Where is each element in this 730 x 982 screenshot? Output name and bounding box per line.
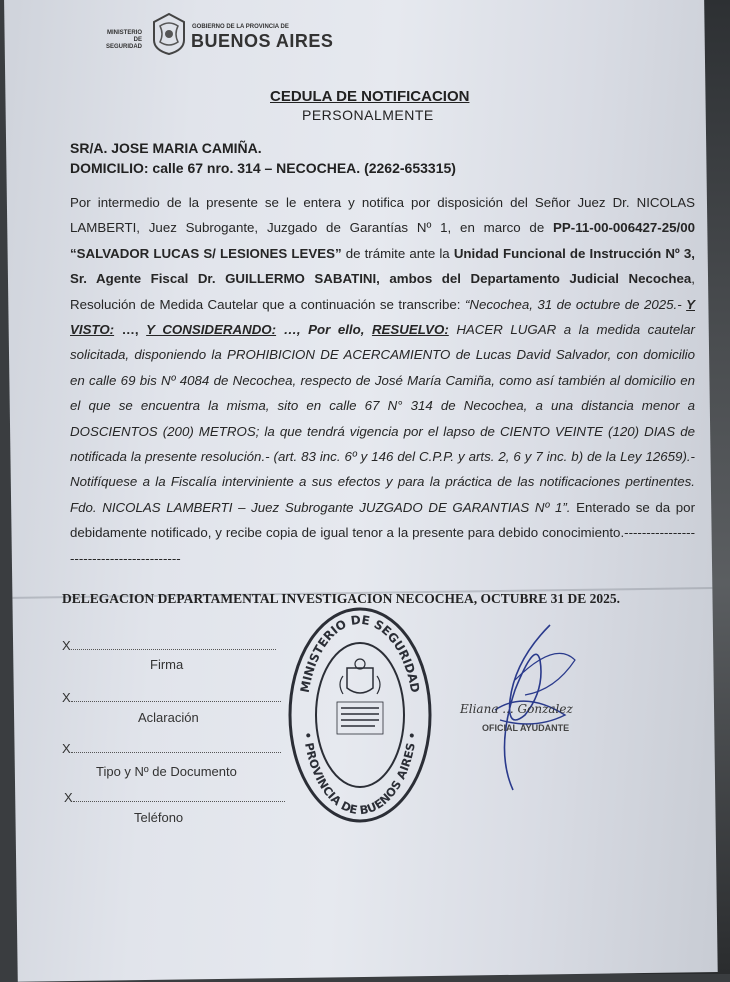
signature-field-aclaracion — [62, 690, 281, 705]
label-aclaracion: Aclaración — [138, 710, 199, 725]
field-prefix: X — [62, 690, 71, 705]
signature-field-telefono — [64, 790, 285, 805]
field-prefix: X — [64, 790, 73, 805]
body-closing: Enterado se da por debidamente notificado, y recibe copia de igual tenor a la presente para debido conocimiento.----------------------------------------- — [70, 499, 695, 566]
visto-label: Y VISTO: — [70, 296, 695, 338]
government-label: GOBIERNO DE LA PROVINCIA DE — [192, 24, 289, 30]
officer-role: OFICIAL AYUDANTE — [482, 723, 570, 733]
prosecution-unit: Unidad Funcional de Instrucción Nº 3, Sr. Agente Fiscal Dr. GUILLERMO SABATINI, ambos del Departamento Judicial Necochea — [70, 245, 695, 287]
dotted-line — [73, 791, 285, 802]
officer-signature-name: Eliana ... Gonzalez — [460, 702, 573, 716]
field-prefix: X — [62, 741, 71, 756]
considerando-label: Y CONSIDERANDO: — [146, 322, 277, 338]
signature-field-firma — [62, 638, 276, 653]
ellipsis-1: …, — [114, 322, 147, 338]
body-intro: Por intermedio de la presente se le entera y notifica por disposición del Señor Juez Dr. NICOLAS LAMBERTI, Juez Subrogante, Juzgado de Garantías Nº 1, en marco de — [70, 195, 695, 236]
signature-field-documento — [62, 741, 281, 756]
coat-of-arms-icon — [340, 659, 380, 694]
recipient-domicile: DOMICILIO: calle 67 nro. 314 – NECOCHEA. (2262-653315) — [70, 160, 456, 176]
resolution-text: HACER LUGAR a la medida cautelar solicitada, disponiendo la PROHIBICION DE ACERCAMIENTO de Lucas David Salvador, con domicilio en calle 69 bis Nº 4084 de Necochea, respecto de José María Camiña, como así también al domicilio en el que se encuentra la misma, sito en calle 67 N° 314 de Necochea, a una distancia menor a DOSCIENTOS (200) METROS; la que tendrá vigencia por el lapso de CIENTO VEINTE (120) DIAS de notificada la presente resolución.- (art. 83 inc. 6º y 146 del C.P.P. y arts. 2, 6 y 7 inc. b) de la Ley 12659).-Notifíquese a la Fiscalía interviniente a sus efectos y para la práctica de las notificaciones pertinentes. Fdo. NICOLAS LAMBERTI – Juez Subrogante JUZGADO DE GARANTIAS Nº 1”. — [70, 322, 695, 515]
svg-text:MINISTERIO DE SEGURIDAD — [298, 613, 423, 694]
notification-body — [70, 190, 695, 571]
official-seal-icon — [287, 606, 433, 824]
province-label: BUENOS AIRES — [191, 31, 334, 51]
dotted-line — [71, 742, 281, 753]
seal-top-text: MINISTERIO DE SEGURIDAD — [297, 612, 423, 694]
svg-text:• PROVINCIA DE BUENOS AIRES • — [301, 731, 420, 817]
label-firma: Firma — [150, 657, 184, 672]
body-text-3: , Resolución de Medida Cautelar que a continuación se transcribe: — [70, 271, 695, 312]
ellipsis-2: …, Por ello, — [276, 322, 372, 338]
delegation-line: DELEGACION DEPARTAMENTAL INVESTIGACION NECOCHEA, OCTUBRE 31 DE 2025. — [62, 591, 620, 606]
ministry-name: MINISTERIO DE SEGURIDAD — [105, 30, 142, 50]
ministry-logo-text — [100, 30, 142, 51]
dotted-line — [71, 639, 276, 650]
case-number: PP-11-00-006427-25/00 “SALVADOR LUCAS S/ LESIONES LEVES” — [70, 220, 695, 261]
label-telefono: Teléfono — [134, 810, 184, 825]
dotted-line — [71, 691, 281, 702]
body-text-2: de trámite ante la — [341, 245, 454, 261]
resuelvo-label: RESUELVO: — [371, 322, 449, 338]
recipient-name: SR/A. JOSE MARIA CAMIÑA. — [70, 140, 262, 156]
label-documento: Tipo y Nº de Documento — [96, 764, 237, 779]
seal-bottom-text: • PROVINCIA DE BUENOS AIRES • — [300, 731, 420, 818]
document-subtitle: PERSONALMENTE — [302, 107, 434, 123]
document-title: CEDULA DE NOTIFICACION — [270, 88, 470, 105]
quote-date: “Necochea, 31 de octubre de 2025.- — [464, 296, 682, 312]
field-prefix: X — [62, 638, 71, 653]
province-emblem-icon — [150, 12, 188, 56]
